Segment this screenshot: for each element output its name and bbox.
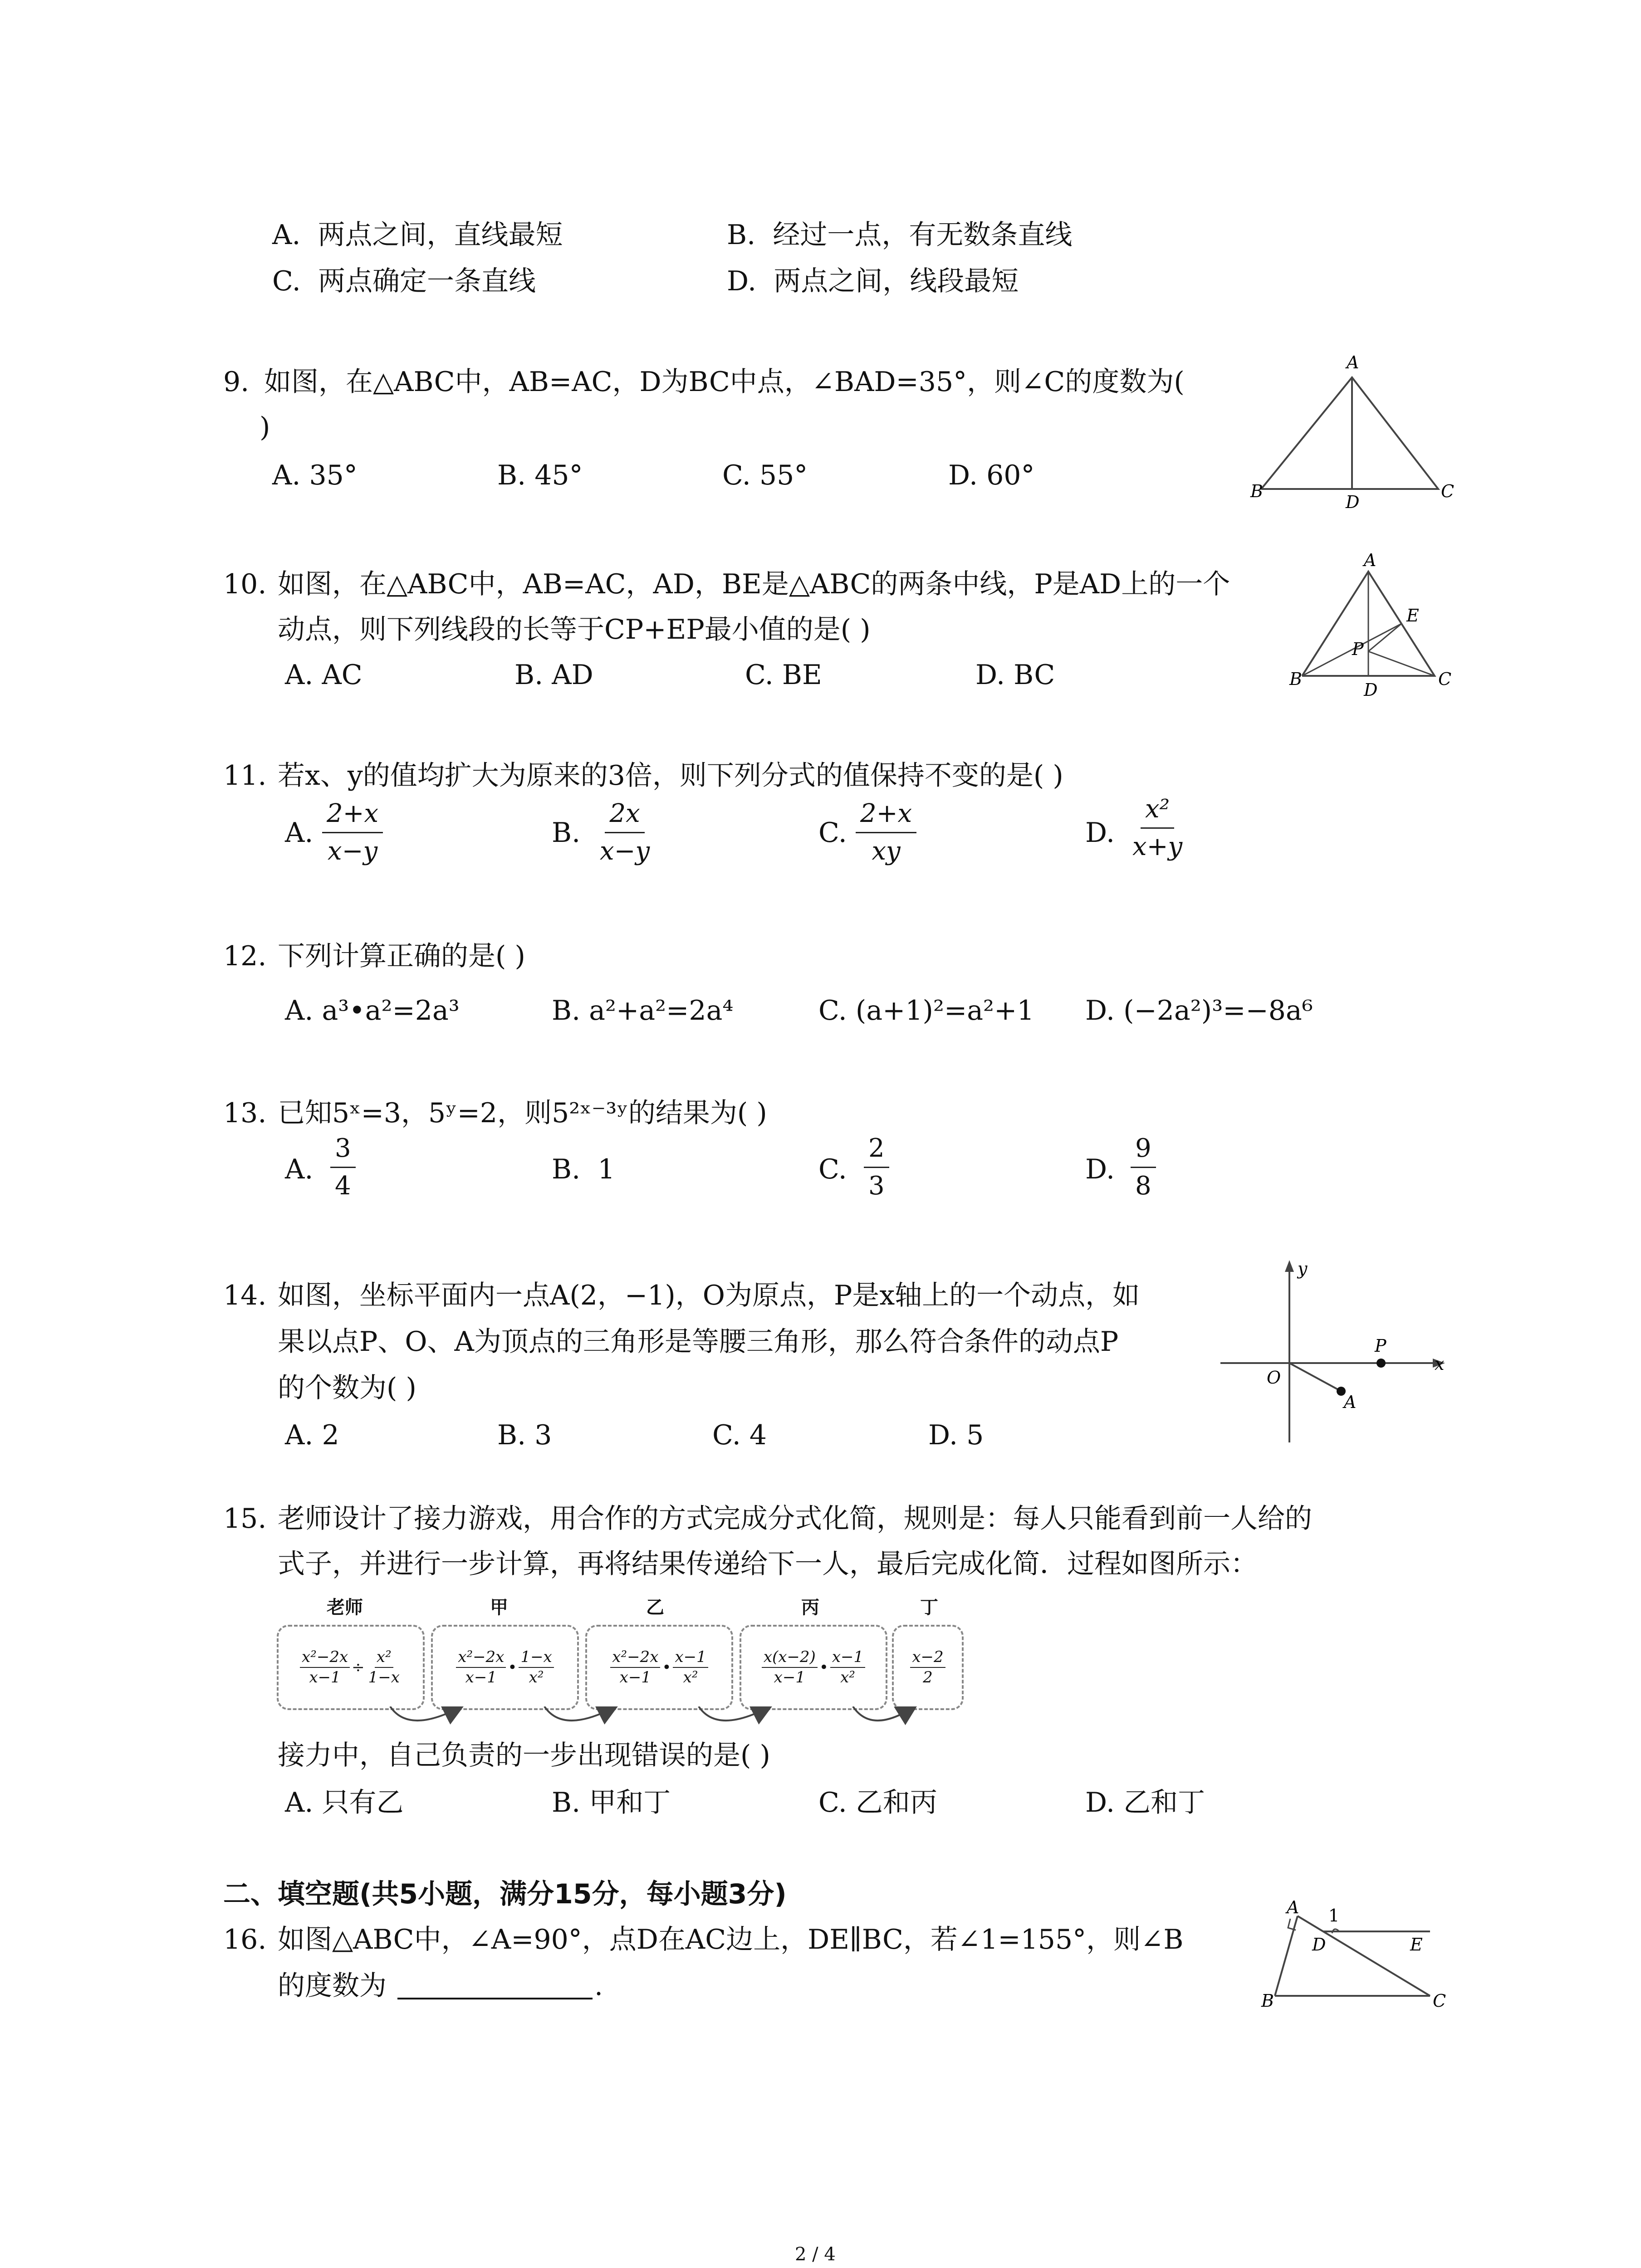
q13-option-c-fraction: $\frac{2}{3}$	[864, 1134, 889, 1201]
q9-option-a: A. 35°	[272, 459, 358, 491]
q9-stem: 如图，在△ABC中，AB=AC，D为BC中点，∠BAD=35°，则∠C的度数为(	[264, 366, 1185, 398]
q10-label-a: A	[1364, 553, 1376, 570]
q12-stem: 下列计算正确的是( )	[278, 940, 525, 972]
q9-option-b: B. 45°	[497, 459, 583, 491]
section-heading-fill-in: 二、填空题(共5小题，满分15分，每小题3分)	[223, 1878, 787, 1910]
q16-stem-line2: 的度数为	[278, 1970, 387, 2002]
q13-number: 13.	[223, 1097, 267, 1129]
q13-option-a-key: A.	[285, 1154, 314, 1185]
q16-label-a: A	[1287, 1897, 1299, 1917]
q15-stem-line1: 老师设计了接力游戏，用合作的方式完成分式化简，规则是：每人只能看到前一人给的	[278, 1503, 1312, 1535]
q10-stem-line1: 如图，在△ABC中，AB=AC，AD，BE是△ABC的两条中线，P是AD上的一个	[278, 568, 1230, 600]
q10-number: 10.	[223, 568, 267, 600]
q11-option-c-fraction: $\frac{2+x}{xy}$	[856, 799, 916, 866]
relay-name-ding: 丁	[920, 1597, 938, 1618]
q10-stem-line2: 动点，则下列线段的长等于CP+EP最小值的是( )	[278, 614, 871, 645]
q10-option-d: D. BC	[975, 659, 1055, 691]
q8-option-d: D. 两点之间，线段最短	[727, 265, 1019, 297]
q11-option-a-key: A.	[285, 817, 314, 849]
q14-option-b: B. 3	[497, 1419, 552, 1451]
q9-number: 9.	[223, 366, 250, 398]
relay-arrows	[272, 1706, 971, 1738]
relay-box-yi: x²−2x x−1 • x−1 x²	[585, 1625, 733, 1710]
q14-stem-line1: 如图，坐标平面内一点A(2，−1)，O为原点，P是x轴上的一个动点，如	[278, 1280, 1140, 1311]
q13-option-d-fraction: $\frac{9}{8}$	[1131, 1134, 1156, 1201]
q14-figure	[1216, 1256, 1452, 1447]
q10-label-c: C	[1438, 669, 1452, 689]
q11-option-d-key: D.	[1085, 817, 1115, 849]
q16-figure	[1243, 1896, 1461, 2014]
q15-stem-line2: 式子，并进行一步计算，再将结果传递给下一人，最后完成化简．过程如图所示：	[278, 1548, 1258, 1580]
q16-period: .	[594, 1970, 603, 2002]
q11-option-a-fraction: $\frac{2+x}{x-y}$	[322, 799, 383, 866]
q14-option-d: D. 5	[928, 1419, 984, 1451]
q8-option-b: B. 经过一点，有无数条直线	[727, 219, 1073, 251]
q14-label-p: P	[1375, 1336, 1386, 1356]
q14-label-a: A	[1344, 1392, 1357, 1412]
page-number: 2 / 4	[795, 2244, 836, 2265]
q12-option-a: A. a³•a²=2a³	[285, 995, 460, 1026]
q14-number: 14.	[223, 1280, 267, 1311]
q14-option-c: C. 4	[712, 1419, 767, 1451]
q13-option-d-key: D.	[1085, 1154, 1115, 1185]
q13-option-a-fraction: $\frac{3}{4}$	[330, 1134, 356, 1201]
q9-option-c: C. 55°	[722, 459, 808, 491]
q14-label-y: y	[1298, 1259, 1308, 1279]
q14-stem-line2: 果以点P、O、A为顶点的三角形是等腰三角形，那么符合条件的动点P	[278, 1326, 1119, 1358]
q15-option-d: D. 乙和丁	[1085, 1787, 1205, 1818]
q12-number: 12.	[223, 940, 267, 972]
q10-label-d: D	[1364, 680, 1378, 700]
q13-option-c-key: C.	[818, 1154, 847, 1185]
q16-label-1: 1	[1328, 1906, 1340, 1926]
q8-option-a: A. 两点之间，直线最短	[272, 219, 563, 251]
relay-box-jia: x²−2x x−1 • 1−x x²	[431, 1625, 579, 1710]
q15-number: 15.	[223, 1503, 267, 1535]
relay-box-teacher: $\frac{\text{x²−2x}}{x-1}$ ÷ $\frac{\text{x²}}{1-x}$	[277, 1625, 425, 1710]
q16-label-b: B	[1261, 1991, 1274, 2011]
q14-label-o: O	[1267, 1368, 1281, 1388]
q11-option-b-key: B.	[552, 817, 581, 849]
q14-option-a: A. 2	[285, 1419, 339, 1451]
q16-number: 16.	[223, 1924, 267, 1955]
q10-label-e: E	[1406, 606, 1419, 626]
q9-option-d: D. 60°	[948, 459, 1035, 491]
q14-label-x: x	[1435, 1354, 1445, 1374]
q12-option-d: D. (−2a²)³=−8a⁶	[1085, 995, 1313, 1026]
q12-option-b: B. a²+a²=2a⁴	[552, 995, 734, 1026]
q15-stem-line3: 接力中，自己负责的一步出现错误的是( )	[278, 1740, 770, 1771]
q16-answer-blank[interactable]	[397, 1998, 593, 1999]
relay-box-bing: x(x−2) x−1 • x−1 x²	[740, 1625, 887, 1710]
q10-label-p: P	[1352, 639, 1364, 659]
q15-option-a: A. 只有乙	[285, 1787, 404, 1818]
q9-figure	[1243, 345, 1470, 513]
q10-option-b: B. AD	[514, 659, 593, 691]
q16-label-e: E	[1410, 1935, 1423, 1955]
q9-label-c: C	[1441, 481, 1455, 501]
q11-stem: 若x、y的值均扩大为原来的3倍，则下列分式的值保持不变的是( )	[278, 760, 1063, 792]
q10-label-b: B	[1289, 669, 1302, 689]
q10-option-c: C. BE	[745, 659, 822, 691]
relay-name-teacher: 老师	[327, 1597, 363, 1618]
q9-stem-close: )	[260, 411, 270, 443]
q16-label-d: D	[1312, 1935, 1326, 1955]
q11-option-c-key: C.	[818, 817, 847, 849]
q15-option-b: B. 甲和丁	[552, 1787, 671, 1818]
q10-figure	[1279, 553, 1461, 703]
q10-option-a: A. AC	[285, 659, 362, 691]
q8-option-c: C. 两点确定一条直线	[272, 265, 536, 297]
q11-option-d-fraction: $\frac{\text{x²}}{x+y}$	[1132, 794, 1183, 862]
q16-label-c: C	[1433, 1991, 1446, 2011]
relay-name-jia: 甲	[490, 1597, 508, 1618]
relay-name-bing: 丙	[801, 1597, 819, 1618]
q13-stem: 已知5ˣ=3，5ʸ=2，则5²ˣ⁻³ʸ的结果为( )	[278, 1097, 767, 1129]
q13-option-b: B. 1	[552, 1154, 615, 1185]
relay-name-yi: 乙	[646, 1597, 664, 1618]
q14-stem-line3: 的个数为( )	[278, 1372, 416, 1404]
q11-option-b-fraction: $\frac{2x}{x-y}$	[600, 799, 650, 866]
q9-label-b: B	[1250, 481, 1263, 501]
q9-label-a: A	[1347, 352, 1359, 372]
relay-box-ding: x−2 2	[892, 1625, 964, 1710]
q11-number: 11.	[223, 760, 267, 792]
q16-stem-line1: 如图△ABC中，∠A=90°，点D在AC边上，DE∥BC，若∠1=155°，则∠B	[278, 1924, 1184, 1955]
q15-option-c: C. 乙和丙	[818, 1787, 937, 1818]
q9-label-d: D	[1346, 492, 1360, 512]
q12-option-c: C. (a+1)²=a²+1	[818, 995, 1034, 1026]
